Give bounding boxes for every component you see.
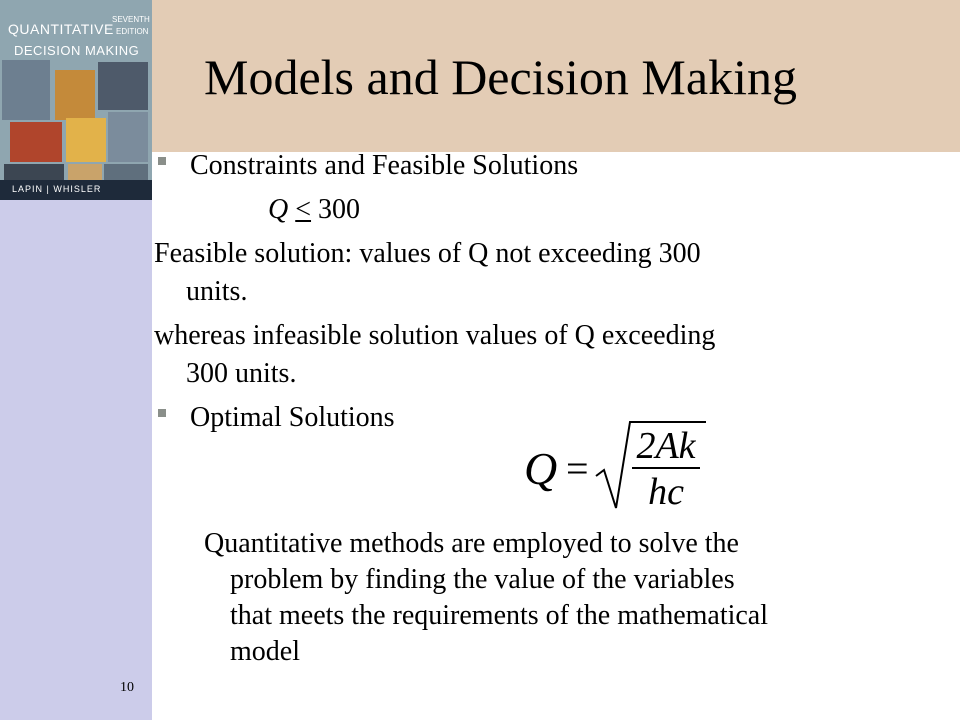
- page-number: 10: [120, 680, 134, 695]
- constraint-operator: <: [295, 194, 312, 225]
- bullet-square-icon: [158, 409, 166, 417]
- infeasible-line-2: 300 units.: [186, 358, 297, 389]
- constraint-variable: Q: [268, 194, 289, 225]
- book-edition-line2: EDITION: [116, 27, 149, 36]
- constraint-expression: [268, 194, 360, 226]
- formula-numerator: 2Ak: [636, 425, 696, 467]
- paragraph-line-4: model: [230, 636, 300, 667]
- infeasible-line-1: whereas infeasible solution values of Q exceeding: [154, 320, 716, 351]
- formula-lhs: Q: [524, 443, 558, 494]
- eoq-formula: [520, 418, 710, 518]
- book-cover-image: [0, 0, 152, 200]
- book-edition-line1: SEVENTH: [112, 15, 150, 24]
- formula-equals: =: [566, 446, 589, 491]
- formula-graphic: [520, 418, 710, 513]
- bullet-optimal: Optimal Solutions: [190, 402, 395, 433]
- slide-title: Models and Decision Making: [204, 49, 797, 105]
- bullet-constraints: Constraints and Feasible Solutions: [190, 150, 579, 181]
- paragraph-line-2: problem by finding the value of the variables: [230, 564, 735, 595]
- formula-denominator: hc: [648, 471, 684, 513]
- book-authors: LAPIN | WHISLER: [12, 184, 102, 194]
- paragraph-line-1: Quantitative methods are employed to solve the: [204, 528, 739, 559]
- constraint-value: 300: [318, 194, 361, 225]
- book-title-line2: DECISION MAKING: [14, 43, 140, 58]
- paragraph-line-3: that meets the requirements of the mathematical: [230, 600, 769, 631]
- book-title-line1: QUANTITATIVE: [8, 21, 114, 37]
- bullet-square-icon: [158, 157, 166, 165]
- feasible-line-1: Feasible solution: values of Q not exceeding 300: [154, 238, 701, 269]
- feasible-line-2: units.: [186, 276, 248, 307]
